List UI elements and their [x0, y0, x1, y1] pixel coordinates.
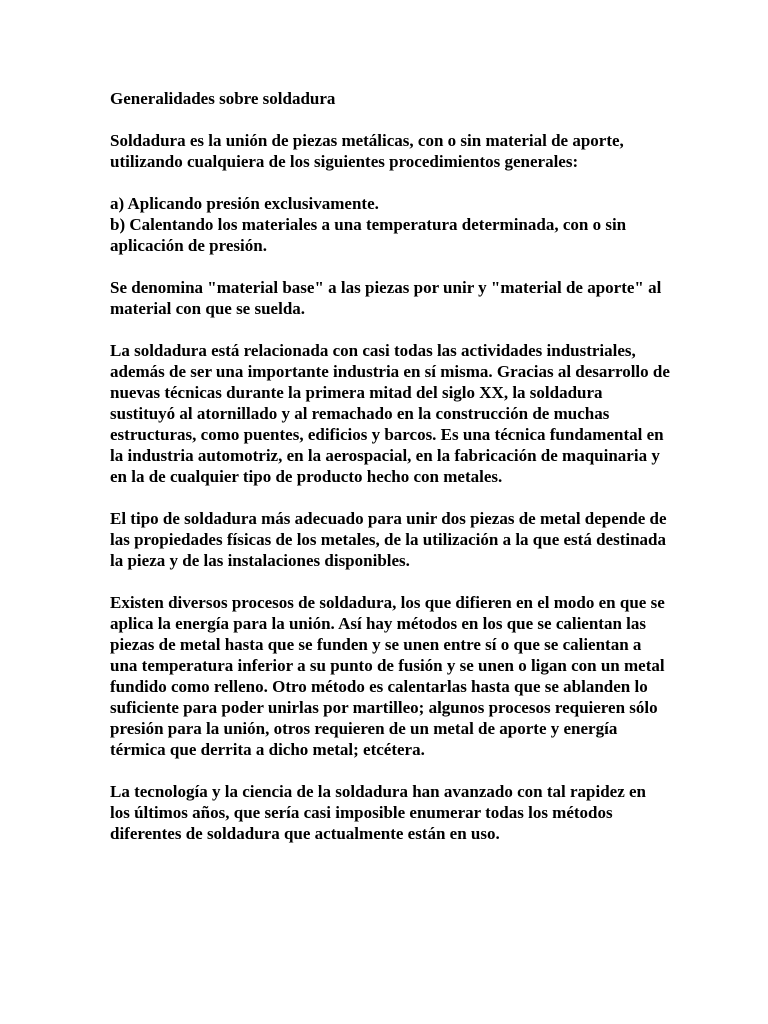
technology-progress-paragraph: La tecnología y la ciencia de la soldadura han avanzado con tal rapidez en los últimos años, que sería casi imposible enumerar todas los métodos diferentes de soldadura que actualmente están en uso. — [110, 782, 646, 843]
document-title: Generalidades sobre soldadura — [110, 89, 336, 108]
welding-type-selection-paragraph: El tipo de soldadura más adecuado para unir dos piezas de metal depende de las propiedades físicas de los metales, de la utilización a la que está destinada la pieza y de las instalaciones disponibles. — [110, 509, 667, 570]
industrial-relevance-paragraph: La soldadura está relacionada con casi todas las actividades industriales, además de ser una importante industria en sí misma. Gracias al desarrollo de nuevas técnicas durante la primera mitad del siglo XX, la soldadura sustituyó al atornillado y al remachado en la construcción de muchas estructuras, como puentes, edificios y barcos. Es una técnica fundamental en la industria automotriz, en la aerospacial, en la fabricación de maquinaria y en la de cualquier tipo de producto hecho con metales. — [110, 341, 670, 486]
material-definition-paragraph: Se denomina "material base" a las piezas por unir y "material de aporte" al material con que se suelda. — [110, 278, 662, 318]
procedure-item-b: b) Calentando los materiales a una temperatura determinada, con o sin aplicación de presión. — [110, 215, 627, 255]
welding-processes-paragraph: Existen diversos procesos de soldadura, los que difieren en el modo en que se aplica la energía para la unión. Así hay métodos en los que se calientan las piezas de metal hasta que se funden y se unen entre sí o que se calientan a una temperatura inferior a su punto de fusión y se unen o ligan con un metal fundido como relleno. Otro método es calentarlas hasta que se ablanden lo suficiente para poder unirlas por martilleo; algunos procesos requieren sólo presión para la unión, otros requieren de un metal de aporte y energía térmica que derrita a dicho metal; etcétera. — [110, 593, 665, 759]
document-body — [110, 88, 670, 865]
intro-paragraph: Soldadura es la unión de piezas metálicas, con o sin material de aporte, utilizando cualquiera de los siguientes procedimientos generales: — [110, 131, 624, 171]
procedure-item-a: a) Aplicando presión exclusivamente. — [110, 194, 379, 213]
procedures-list — [110, 193, 670, 256]
